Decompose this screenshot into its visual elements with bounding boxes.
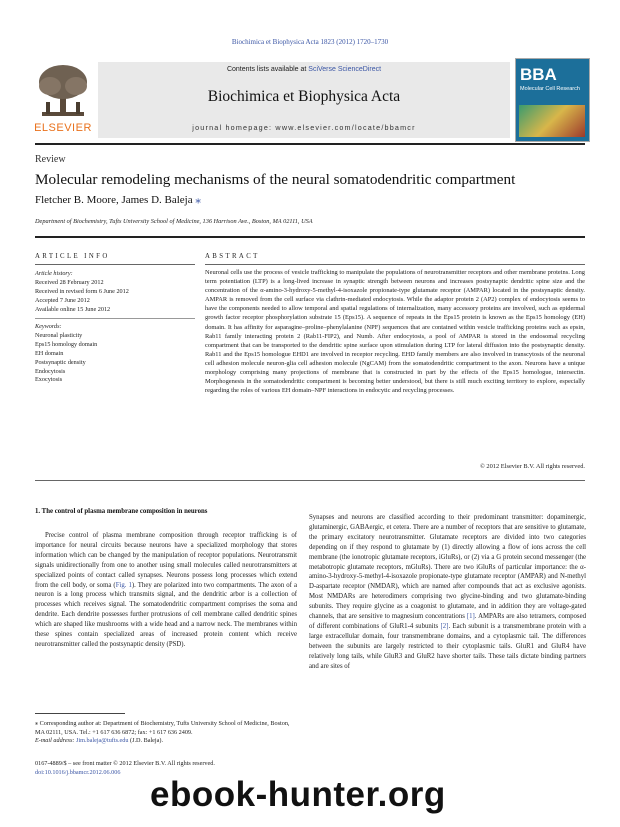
body-paragraph-left (35, 531, 297, 650)
history-item: Received in revised form 6 June 2012 (35, 287, 129, 295)
abstract-body: Neuronal cells use the process of vesicle trafficking to manipulate the populations of neurotransmitter receptors and other membrane proteins. Long term potentiation (LTP) is a long-lived increase in synaptic strength between neurons and increases postsynaptic dendritic spine size and the concentration of the α-amino-3-hydroxy-5-methyl-4-isoxazole propionate-type glutamate receptor (AMPAR) located in the postsynaptic density. AMPAR is removed from the cell surface via clathrin-mediated endocytosis. While the adaptor protein 2 (AP2) complex of endocytosis seems to have the components needed to allow temporal and spatial regulations of internalization, many accessory proteins are involved, such as epidermal growth factor receptor phosphorylation substrate 15 (Eps15). A sequence of repeats in the Eps15 protein is known as the Eps15 homology (EH) domain. It has affinity for asparagine–proline–phenylalanine (NPF) sequences that are contained within vesicle trafficking proteins such as epsin, Rab11 family interacting protein 2 (Rab11-FIP2), and Numb. After endocytosis, a pool of AMPAR is stored in the endosomal recycling compartment that can be transported to the dendritic spine surface upon stimulation during LTP for lateral diffusion into the postsynaptic density. Rab11 and the Eps15 homologue EHD1 are involved in receptor recycling. EHD family members are also involved in transcytosis of the neuronal cell adhesion molecule neuron-glia cell adhesion molecule (NgCAM) from the somatodendritic compartment to the axon. Neurons have a unique morphology comprising many projections of membrane that is constructed in part by the effects of the Eps15 homologue, intersectin. Morphogenesis in the somatodendritic compartment is becoming better understood, but there is still much exciting territory to explore, especially regarding the roles of various EH domain–NPF interactions in endocytic and recycling processes. (205, 269, 585, 395)
keyword-item: Postsynaptic density (35, 358, 86, 366)
citation-link[interactable]: [1] (466, 613, 475, 621)
footnote-divider (35, 713, 125, 714)
email-label: E-mail address: (35, 737, 77, 745)
paragraph-text: Precise control of plasma membrane composition through receptor trafficking is of importance for neural circuits because neurons have a specialized morphology that stores information which can be changed by the manipulation of receptor populations. Neurotransmit signals unidirectionally from one to another using small molecules called neurotransmitters at specialized points of contact called synapses. Neurons possess long processes which extend from the cell body, or soma ( (35, 532, 297, 589)
author-affiliation: Department of Biochemistry, Tufts University School of Medicine, 136 Harrison Ave., Boston, MA 02111, USA (35, 218, 313, 225)
contents-prefix: Contents lists available at (226, 66, 309, 73)
paragraph-text: . Each subunit is a transmembrane protein with a large extracellular domain, four transmembrane domains, and a cytoplasmic tail. The differences between the subunits are largely restricted to their cytoplasmic tails. GluR1 and GluR4 have relatively long tails, while GluR3 and GluR2 have shorter tails. These tails dictate binding partners and are sites of (309, 622, 586, 670)
keywords-block (35, 323, 195, 385)
history-item: Received 28 February 2012 (35, 278, 104, 286)
history-label: Article history: (35, 270, 73, 277)
paragraph-text: ). They are polarized into two compartments. The axon of a neuron is a long process which transmits signal, and the dendritic arbor is a collection of processes which receives signal. The somatodendritic compartment comprises the soma and dendrite. Each dendrite possesses further protrusions of cell membrane called dendritic spines which are shaped like mushrooms with a wide head and a narrow neck. The membranes within these spines contain specialized areas of increased protein content which receive neurotransmitter called the postsynaptic density (PSD). (35, 581, 297, 648)
article-type-label: Review (35, 154, 66, 165)
paragraph-text: Synapses and neurons are classified according to their predominant transmitter: dopaminergic, glutaminergic, GABAergic, et cetera. There are a number of receptors that are sensitive to glutamate, the primary excitatory neurotransmitter. Glutamate receptors are divided into two categories depending on if they respond to glutamate by (1) directly allowing a flow of ions across the cell membrane (the ionotropic glutamate receptors, iGluRs), or (2) via a G protein second messenger (the metabotropic glutamate receptors, mGluRs). There are two iGluRs of particular importance: the α-amino-3-hydroxy-5-methyl-4-isoxazole propionate-type glutamate receptor (AMPAR) and N-methyl D-aspartate receptor (NMDAR), which are named after compounds that act as exclusive agonists. Most NMDARs are heterodimers comprising two glycine-binding and two glutamate-binding subunits. They require glycine as a coagonist to glutamate, and in addition they are voltage-gated channels, that are sensitive to magnesium concentrations (309, 514, 586, 621)
author-list (35, 193, 201, 206)
cover-artwork (519, 105, 585, 137)
keyword-item: Endocytosis (35, 367, 66, 375)
corresponding-author-mark[interactable]: ⁎ (195, 194, 201, 206)
keyword-item: Neuronal plasticity (35, 331, 83, 339)
body-paragraph-right (309, 513, 586, 672)
keyword-item: Eps15 homology domain (35, 340, 98, 348)
email-link[interactable]: Jim.baleja@tufts.edu (76, 737, 129, 745)
title-divider (35, 236, 585, 238)
cover-subtitle: Molecular Cell Research (520, 86, 580, 92)
footnote-email (35, 737, 297, 746)
email-suffix: (J.D. Baleja). (128, 737, 164, 745)
article-title: Molecular remodeling mechanisms of the neural somatodendritic compartment (35, 171, 516, 188)
abstract-heading: ABSTRACT (205, 253, 260, 260)
paragraph-text: . AMPARs are also tetramers, composed of different combinations of GluR1-4 subunits (309, 613, 586, 630)
figure-reference-link[interactable]: Fig. 1 (115, 581, 132, 589)
keyword-item: EH domain (35, 349, 64, 357)
journal-citation: Biochimica et Biophysica Acta 1823 (2012) 1720–1730 (231, 38, 389, 46)
article-history (35, 270, 195, 315)
issn-line: 0167-4889/$ – see front matter © 2012 Elsevier B.V. All rights reserved. (35, 760, 215, 767)
author-names: Fletcher B. Moore, James D. Baleja (35, 194, 193, 206)
info-separator (35, 318, 195, 319)
keywords-label: Keywords: (35, 323, 62, 330)
abstract-copyright: © 2012 Elsevier B.V. All rights reserved. (479, 463, 585, 470)
doi-link[interactable]: doi:10.1016/j.bbamcr.2012.06.006 (35, 768, 121, 776)
article-info-heading: ARTICLE INFO (35, 253, 110, 260)
footnote-text: ⁎ Corresponding author at: Department of Biochemistry, Tufts University School of Medicine, Boston, MA 02111, USA. Tel.: +1 617 636 6872; fax: +1 617 636 2409. (35, 720, 290, 736)
article-info-rule (35, 264, 195, 265)
history-item: Available online 15 June 2012 (35, 305, 111, 313)
contents-line (98, 66, 510, 73)
citation-link[interactable]: [2] (440, 622, 449, 630)
abstract-bottom-rule (35, 480, 585, 481)
journal-cover-image[interactable] (515, 58, 590, 142)
elsevier-wordmark: ELSEVIER (34, 122, 92, 134)
header-divider (35, 143, 585, 145)
watermark-text: ebook-hunter.org (150, 775, 446, 814)
history-item: Accepted 7 June 2012 (35, 296, 90, 304)
journal-title: Biochimica et Biophysica Acta (207, 88, 401, 105)
cover-title: BBA (520, 65, 557, 84)
sciencedirect-link[interactable]: SciVerse ScienceDirect (308, 66, 382, 73)
keyword-item: Exocytosis (35, 376, 63, 384)
journal-homepage[interactable]: journal homepage: www.elsevier.com/locate/bbamcr (192, 123, 416, 132)
abstract-rule (205, 264, 585, 265)
section-heading: 1. The control of plasma membrane composition in neurons (35, 508, 208, 515)
corresponding-author-footnote (35, 720, 297, 746)
